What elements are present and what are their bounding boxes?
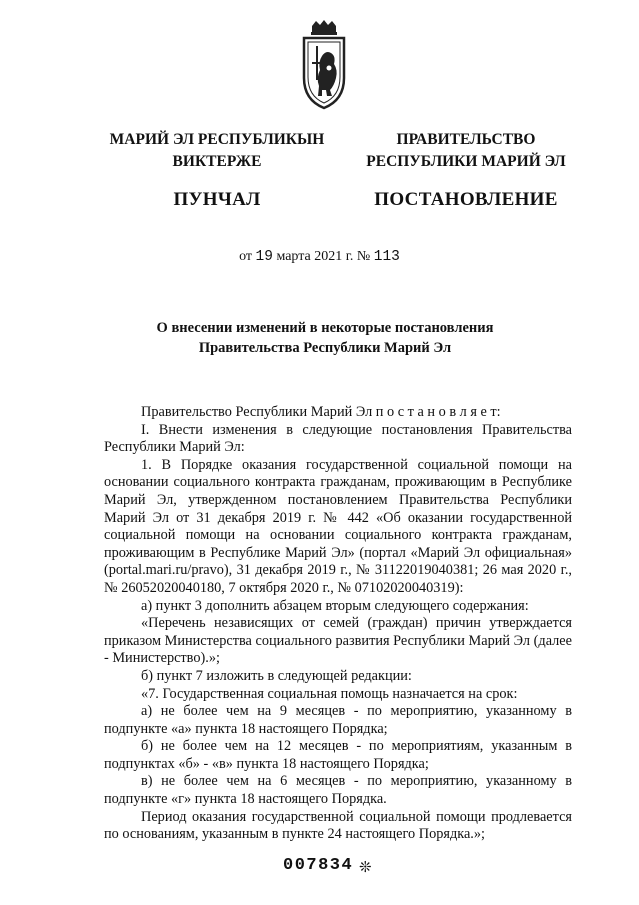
body-paragraph: б) пункт 7 изложить в следующей редакции: (141, 667, 412, 684)
date-day: 19 (255, 249, 273, 265)
header-right-line1: ПРАВИТЕЛЬСТВО (396, 131, 536, 148)
header-left (92, 129, 342, 211)
body-paragraph: а) не более чем на 9 месяцев - по мероприятию, указанному в подпункте «а» пункта 18 настоящего Порядка; (104, 703, 572, 737)
ornament-icon: ❊ (359, 860, 372, 876)
document-number: 113 (373, 249, 400, 265)
body-paragraph: Период оказания государственной социальной помощи продлевается по основаниям, указанным в пункте 24 настоящего Порядка.»; (104, 808, 572, 843)
serial-number: 007834 (283, 856, 354, 875)
body-paragraph: в) не более чем на 6 месяцев - по мероприятию, указанному в подпункте «г» пункта 18 настоящего Порядка. (104, 773, 572, 808)
body-paragraph: 1. В Порядке оказания государственной социальной помощи на основании социального контракта гражданам, проживающим в Республике Марий Эл, утвержденном постановлением Правительства Республики Марий Эл от 31 декабря 2019 г. № 442 «Об оказании государственной социальной помощи на основании социального контракта гражданам, проживающим в Республике Марий Эл» (портал «Марий Эл официальная» (portal.mari.ru/pravo), 31 декабря 2019 г., № 31122019040381; 26 мая 2020 г., № 26052020040180, 7 октября 2020 г., № 07102020040319): (104, 456, 572, 596)
body-paragraph: I. Внести изменения в следующие постановления Правительства Республики Марий Эл: (104, 421, 572, 456)
title-line2: Правительства Республики Марий Эл (198, 340, 452, 356)
body-paragraph: а) пункт 3 дополнить абзацем вторым следующего содержания: (141, 597, 529, 614)
body-paragraph: «7. Государственная социальная помощь назначается на срок: (141, 685, 518, 702)
header-left-line1: МАРИЙ ЭЛ РЕСПУБЛИКЫН (109, 131, 325, 148)
coat-of-arms-icon (300, 20, 348, 110)
header-left-line2: ВИКТЕРЖЕ (172, 153, 262, 170)
document-title (60, 318, 590, 358)
body-paragraph: Правительство Республики Марий Эл п о с т а н о в л я е т: (141, 404, 501, 420)
header-right (350, 129, 582, 211)
date-month-year: марта 2021 г. № (276, 249, 371, 264)
header-right-line2: РЕСПУБЛИКИ МАРИЙ ЭЛ (366, 153, 566, 170)
body-paragraph: «Перечень независящих от семей (граждан) причин утверждается приказом Министерства социального развития Республики Марий Эл (далее - Министерство).»; (104, 615, 572, 667)
header-right-doc-type: ПОСТАНОВЛЕНИЕ (374, 189, 558, 210)
document-body (104, 404, 572, 844)
body-paragraph: б) не более чем на 12 месяцев - по мероприятиям, указанным в подпунктах «б» - «в» пункта 18 настоящего Порядка; (104, 738, 572, 772)
header-left-doc-type: ПУНЧАЛ (173, 189, 261, 210)
date-prefix: от (239, 249, 253, 264)
title-line1: О внесении изменений в некоторые постановления (156, 320, 494, 336)
document-date (0, 249, 639, 265)
